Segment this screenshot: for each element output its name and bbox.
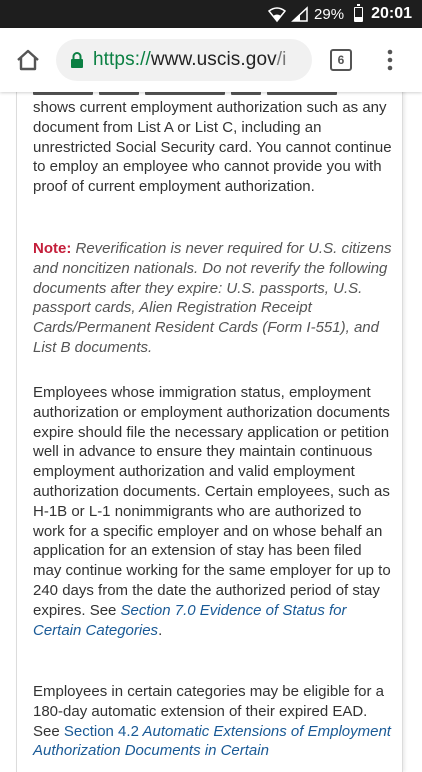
- paragraph-immigration-status: [33, 383, 393, 640]
- signal-icon: [292, 7, 308, 22]
- overflow-menu-icon: [387, 49, 393, 71]
- battery-icon: [350, 7, 363, 22]
- page-content[interactable]: [0, 92, 422, 760]
- clock: 20:01: [371, 5, 412, 22]
- battery-percent: 29%: [314, 5, 345, 23]
- paragraph-end: .: [158, 621, 163, 639]
- url-text: [93, 49, 286, 71]
- home-button[interactable]: [0, 28, 56, 92]
- address-bar[interactable]: [56, 39, 312, 81]
- tab-switcher-button[interactable]: [312, 28, 370, 92]
- paragraph-automatic-extension: [33, 682, 393, 761]
- lock-icon: [70, 51, 84, 69]
- wifi-icon: [268, 7, 286, 22]
- link-section-4-2[interactable]: Section 4.2: [63, 722, 139, 740]
- link-section-7[interactable]: Section 7.0 Evidence of Status for Certain Categories: [33, 601, 347, 639]
- tab-count: 6: [337, 53, 345, 67]
- paragraph-employment-authorization: shows current employment authorization such as any document from List A or List C, including an unrestricted Social Security card. You cannot continue to employ an employee who cannot provide you with proof of current employment authorization.: [33, 99, 392, 196]
- paragraph-text: Employees whose immigration status, employment authorization or employment authorization documents expire should file the necessary application or petition well in advance to ensure they maintain continuous employment authorization and valid employment authorization documents. Certain employees, such as H-1B or L-1 nonimmigrants who are authorized to work for a specific employer and on whose behalf an application for an extension of stay has been filed may continue working for the same employer for up to 240 days from the date the authorized period of stay expires. See: [33, 384, 391, 619]
- note-paragraph: [33, 239, 393, 358]
- status-bar: [0, 0, 422, 28]
- tabs-icon: [330, 49, 352, 71]
- note-label: Note:: [33, 240, 72, 257]
- url-path: /i: [276, 49, 287, 70]
- browser-toolbar: [0, 28, 422, 92]
- home-icon: [16, 49, 40, 71]
- overflow-menu-button[interactable]: [370, 28, 410, 92]
- note-text: Reverification is never required for U.S. citizens and noncitizen nationals. Do not reverify the following documents after they expire: U.S. passports, U.S. passport cards, Alien Registration Receipt Cards/Permanent Resident Cards (Form I-551), and List B documents.: [33, 240, 392, 356]
- url-scheme: https://: [93, 49, 151, 70]
- url-host: www.uscis.gov: [150, 49, 277, 70]
- paragraph-text: Employees in certain categories may be eligible for a 180-day automatic extension of their expired EAD. See: [33, 683, 385, 740]
- link-section-4-2-title[interactable]: Automatic Extensions of Employment Authorization Documents in Certain: [33, 722, 391, 760]
